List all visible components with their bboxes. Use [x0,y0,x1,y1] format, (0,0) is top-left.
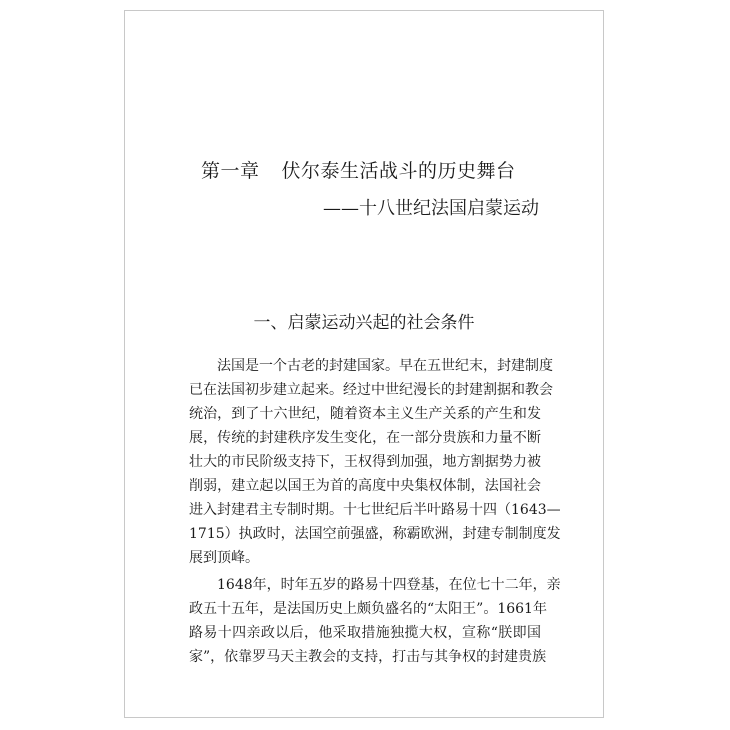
paragraph-line: 路易十四亲政以后，他采取措施独揽大权，宣称“朕即国 [189,625,541,641]
paragraph-line: 法国是一个古老的封建国家。早在五世纪末，封建制度 [217,358,553,374]
paragraph-line: 进入封建君主专制时期。十七世纪后半叶路易十四（1643— [189,502,561,518]
paragraph-line: 展，传统的封建秩序发生变化，在一部分贵族和力量不断 [189,430,541,446]
paragraph-line: 家”，依靠罗马天主教会的支持，打击与其争权的封建贵族 [189,649,547,665]
chapter-subtitle: ——十八世纪法国启蒙运动 [323,198,539,219]
paragraph-line: 削弱，建立起以国王为首的高度中央集权体制，法国社会 [189,478,541,494]
chapter-number: 第一章 [201,160,260,182]
paragraph-line: 政五十五年，是法国历史上颇负盛名的“太阳王”。1661年 [189,601,547,617]
paragraph-line: 壮大的市民阶级支持下，王权得到加强，地方割据势力被 [189,454,541,470]
paragraph-line: 1715）执政时，法国空前强盛，称霸欧洲，封建专制制度发 [189,526,561,542]
paragraph-line: 展到顶峰。 [189,550,259,566]
chapter-heading [201,156,516,183]
section-title: 一、启蒙运动兴起的社会条件 [253,313,475,333]
chapter-title: 伏尔泰生活战斗的历史舞台 [281,160,516,182]
paragraph-line: 统治，到了十六世纪，随着资本主义生产关系的产生和发 [189,406,541,422]
paragraph-line: 已在法国初步建立起来。经过中世纪漫长的封建割据和教会 [189,382,553,398]
book-page [124,10,604,718]
paragraph-line: 1648年，时年五岁的路易十四登基，在位七十二年，亲 [217,577,561,593]
